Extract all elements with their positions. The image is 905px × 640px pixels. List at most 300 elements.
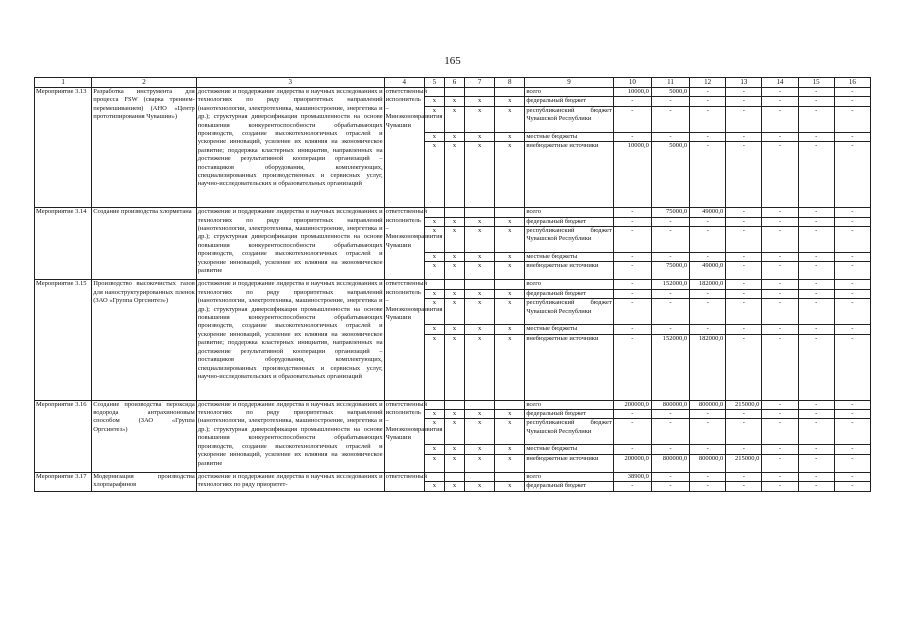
program-table [34,77,871,492]
funding-value: 800000,0 [651,400,689,409]
funding-value: - [834,482,870,491]
funding-value: - [834,325,870,334]
funding-value: - [834,217,870,226]
funding-value: - [798,142,834,208]
code-mark: x [424,97,444,106]
code-mark: x [465,299,495,325]
code-mark: x [424,289,444,298]
funding-source: внебюджетные источники [525,262,613,280]
column-header: 14 [762,78,798,88]
code-mark: x [424,106,444,132]
measure-name: Разработка инструмента для процесса FSW (сварка трением-перемешиванием) (АНО «Центр прототипирования Чувашии») [92,88,197,208]
funding-value: - [613,97,651,106]
funding-value: - [798,445,834,454]
funding-value: - [690,106,726,132]
measure-goal: достижение и поддержание лидерства в научных исследованиях и технологиях по ряду приоритетных направлений (нанотехнологии, электротехника, машиностроение, энергетика и др.); структурная диверсификация промышленности на основе повышения конкурентоспособности обрабатывающих производств, создание высокотехнологичных отраслей и ускорение инноваций, усиление их влияния на экономическое развитие [196,400,384,472]
funding-value: - [762,482,798,491]
funding-source: внебюджетные источники [525,334,613,400]
code-mark: x [465,253,495,262]
funding-source: федеральный бюджет [525,97,613,106]
code-mark [465,88,495,97]
code-mark: x [495,325,525,334]
funding-value: - [690,217,726,226]
code-mark: x [495,482,525,491]
funding-value: - [726,445,762,454]
funding-value: - [651,106,689,132]
funding-value: - [834,472,870,481]
funding-value: 182000,0 [690,334,726,400]
code-mark: x [465,142,495,208]
funding-value: - [798,97,834,106]
code-mark: x [495,253,525,262]
funding-value: 38900,0 [613,472,651,481]
code-mark: x [424,454,444,472]
column-header: 9 [525,78,613,88]
funding-value: - [690,472,726,481]
code-mark: x [444,454,464,472]
code-mark [424,280,444,289]
funding-value: - [834,289,870,298]
code-mark: x [424,253,444,262]
funding-value: 215000,0 [726,454,762,472]
code-mark [495,400,525,409]
code-mark: x [495,227,525,253]
table-row [35,280,871,289]
funding-value: - [690,482,726,491]
funding-value: - [651,472,689,481]
code-mark [444,88,464,97]
funding-value: - [762,253,798,262]
funding-value: 75000,0 [651,208,689,217]
code-mark [495,472,525,481]
funding-value: - [762,88,798,97]
funding-value: - [613,289,651,298]
table-row [35,472,871,481]
funding-value: - [651,325,689,334]
funding-value: - [834,334,870,400]
measure-id: Мероприятие 3.14 [35,208,92,280]
code-mark: x [444,325,464,334]
measure-goal: достижение и поддержание лидерства в научных исследованиях и технологиях по ряду приоритет- [196,472,384,491]
funding-value: - [726,262,762,280]
funding-value: - [690,227,726,253]
funding-value: - [690,410,726,419]
column-header: 11 [651,78,689,88]
funding-value: - [834,97,870,106]
code-mark: x [495,97,525,106]
funding-value: - [798,132,834,141]
funding-value: - [651,299,689,325]
funding-value: - [726,280,762,289]
funding-value: - [726,325,762,334]
funding-value: 800000,0 [690,454,726,472]
code-mark: x [495,410,525,419]
funding-source: федеральный бюджет [525,410,613,419]
code-mark: x [444,482,464,491]
funding-value: - [651,410,689,419]
funding-value: - [762,419,798,445]
funding-value: - [690,88,726,97]
code-mark: x [424,299,444,325]
funding-value: 5000,0 [651,142,689,208]
funding-source: внебюджетные источники [525,142,613,208]
funding-value: - [762,410,798,419]
measure-name: Создание производства хлорметана [92,208,197,280]
measure-goal: достижение и поддержание лидерства в научных исследованиях и технологиях по ряду приоритетных направлений (нанотехнологии, электротехника, машиностроение, энергетика и др.); структурная диверсификация промышленности на основе повышения конкурентоспособности обрабатывающих производств, создание высокотехнологичных отраслей и ускорение инноваций, усиление их влияния на экономическое развитие; поддержка кластерных инициатив, направленных на достижение результативной кооперации организаций – поставщиков оборудования, комплектующих, специализированных производственных и сервисных услуг, научно-исследовательских и образовательных организаций [196,88,384,208]
funding-source: всего [525,472,613,481]
funding-value: - [798,106,834,132]
funding-value: - [798,88,834,97]
funding-value: - [690,299,726,325]
funding-value: - [726,217,762,226]
funding-value: - [762,227,798,253]
code-mark [444,280,464,289]
responsible-executor: ответственный исполнитель – Минэкономразвития Чувашии [384,88,424,208]
code-mark: x [495,299,525,325]
code-mark [424,472,444,481]
funding-value: - [613,334,651,400]
code-mark: x [444,334,464,400]
funding-value: - [651,97,689,106]
code-mark: x [495,262,525,280]
code-mark: x [424,419,444,445]
column-header: 5 [424,78,444,88]
funding-value: - [798,454,834,472]
funding-value: - [613,299,651,325]
funding-value: 152000,0 [651,334,689,400]
funding-value: - [834,262,870,280]
column-header: 1 [35,78,92,88]
funding-value: - [798,299,834,325]
funding-value: - [834,253,870,262]
funding-value: - [726,299,762,325]
funding-value: - [834,410,870,419]
funding-value: - [613,208,651,217]
column-header: 8 [495,78,525,88]
funding-value: - [726,289,762,298]
funding-value: 49000,0 [690,208,726,217]
code-mark: x [465,325,495,334]
column-header: 15 [798,78,834,88]
funding-value: - [613,410,651,419]
funding-value: - [762,142,798,208]
funding-value: - [798,227,834,253]
funding-source: всего [525,88,613,97]
code-mark: x [495,106,525,132]
funding-value: - [834,400,870,409]
funding-value: - [798,253,834,262]
funding-value: - [798,410,834,419]
measure-id: Мероприятие 3.17 [35,472,92,491]
funding-value: - [798,472,834,481]
funding-value: - [798,289,834,298]
funding-source: республиканский бюджет Чувашской Республики [525,227,613,253]
funding-value: 200000,0 [613,454,651,472]
measure-name: Создание производства пероксида водорода антрахиноновым способом (ЗАО «Группа Оргсинтез») [92,400,197,472]
code-mark: x [495,217,525,226]
funding-value: - [613,106,651,132]
code-mark: x [424,325,444,334]
funding-source: республиканский бюджет Чувашской Республики [525,299,613,325]
funding-value: - [762,289,798,298]
funding-value: 800000,0 [651,454,689,472]
funding-value: 800000,0 [690,400,726,409]
funding-value: - [798,400,834,409]
funding-value: - [726,132,762,141]
table-row [35,400,871,409]
funding-value: - [651,445,689,454]
funding-value: - [726,253,762,262]
funding-value: - [726,410,762,419]
code-mark: x [424,227,444,253]
page-number: 165 [444,55,461,67]
funding-value: - [726,106,762,132]
funding-value: - [651,419,689,445]
code-mark: x [495,334,525,400]
code-mark: x [424,262,444,280]
funding-value: - [690,325,726,334]
code-mark [465,472,495,481]
funding-source: республиканский бюджет Чувашской Республики [525,419,613,445]
code-mark: x [465,334,495,400]
funding-source: всего [525,208,613,217]
column-header: 12 [690,78,726,88]
funding-value: - [762,334,798,400]
funding-value: - [762,454,798,472]
funding-value: - [798,419,834,445]
funding-value: - [762,262,798,280]
code-mark: x [444,97,464,106]
code-mark: x [444,253,464,262]
funding-value: 200000,0 [613,400,651,409]
funding-source: всего [525,280,613,289]
funding-value: 152000,0 [651,280,689,289]
funding-value: - [690,142,726,208]
funding-source: федеральный бюджет [525,482,613,491]
code-mark: x [424,410,444,419]
funding-value: - [651,132,689,141]
funding-value: - [834,88,870,97]
funding-value: - [613,132,651,141]
funding-source: местные бюджеты [525,253,613,262]
column-header: 3 [196,78,384,88]
code-mark: x [444,289,464,298]
funding-value: - [613,227,651,253]
code-mark: x [465,419,495,445]
code-mark [465,208,495,217]
code-mark [424,208,444,217]
code-mark: x [465,132,495,141]
column-header: 6 [444,78,464,88]
funding-value: - [762,280,798,289]
funding-value: - [726,142,762,208]
code-mark [465,280,495,289]
code-mark: x [465,482,495,491]
responsible-executor: ответственный исполнитель – Минэкономразвития Чувашии [384,208,424,280]
funding-value: - [726,227,762,253]
code-mark: x [424,132,444,141]
funding-value: - [613,419,651,445]
code-mark: x [465,97,495,106]
funding-value: - [762,106,798,132]
code-mark: x [465,227,495,253]
code-mark [495,208,525,217]
code-mark [424,400,444,409]
funding-value: 10000,0 [613,88,651,97]
funding-source: местные бюджеты [525,445,613,454]
funding-value: - [798,208,834,217]
funding-value: - [834,454,870,472]
funding-value: - [613,325,651,334]
funding-source: федеральный бюджет [525,217,613,226]
funding-value: - [651,217,689,226]
code-mark: x [444,106,464,132]
column-header: 13 [726,78,762,88]
code-mark: x [444,299,464,325]
code-mark: x [465,262,495,280]
funding-value: - [726,88,762,97]
code-mark: x [424,142,444,208]
funding-value: - [798,217,834,226]
measure-id: Мероприятие 3.15 [35,280,92,400]
funding-value: 215000,0 [726,400,762,409]
funding-value: - [762,472,798,481]
column-header: 16 [834,78,870,88]
funding-value: - [834,142,870,208]
code-mark: x [465,217,495,226]
code-mark: x [424,217,444,226]
funding-value: - [798,262,834,280]
column-header: 4 [384,78,424,88]
funding-value: - [726,208,762,217]
funding-value: - [726,419,762,445]
funding-value: 5000,0 [651,88,689,97]
responsible-executor: ответственный исполнитель – Минэкономразвития Чувашии [384,280,424,400]
funding-value: - [651,482,689,491]
funding-value: - [690,419,726,445]
code-mark: x [424,445,444,454]
code-mark: x [495,454,525,472]
funding-value: - [762,97,798,106]
code-mark: x [465,454,495,472]
measure-name: Модернизация производства хлорпарафинов [92,472,197,491]
code-mark: x [444,445,464,454]
measure-id: Мероприятие 3.16 [35,400,92,472]
responsible-executor: ответственный исполнитель – Минэкономразвития Чувашии [384,400,424,472]
code-mark: x [424,334,444,400]
funding-value: - [834,419,870,445]
table-row [35,88,871,97]
funding-value: - [762,400,798,409]
funding-value: - [798,280,834,289]
responsible-executor: ответственный [384,472,424,491]
funding-value: - [762,299,798,325]
funding-value: - [690,132,726,141]
column-header: 7 [465,78,495,88]
code-mark: x [495,419,525,445]
funding-value: - [613,445,651,454]
column-number-row [35,78,871,88]
funding-value: - [762,208,798,217]
funding-value: - [651,227,689,253]
funding-value: - [834,445,870,454]
code-mark [444,472,464,481]
funding-value: - [834,106,870,132]
measure-name: Производство высокочистых газов для наноструктурированных пленок (ЗАО «Группа Оргсинтез») [92,280,197,400]
funding-source: местные бюджеты [525,132,613,141]
code-mark [424,88,444,97]
column-header: 2 [92,78,197,88]
code-mark: x [465,410,495,419]
code-mark [444,208,464,217]
funding-value: - [651,253,689,262]
funding-value: - [726,97,762,106]
funding-value: - [726,334,762,400]
code-mark: x [444,410,464,419]
code-mark: x [465,289,495,298]
funding-value: - [798,482,834,491]
funding-value: - [834,208,870,217]
funding-value: - [798,334,834,400]
funding-value: - [834,227,870,253]
funding-value: - [762,132,798,141]
code-mark: x [495,445,525,454]
funding-source: всего [525,400,613,409]
code-mark: x [465,445,495,454]
code-mark: x [465,106,495,132]
funding-value: - [613,262,651,280]
funding-value: - [834,299,870,325]
code-mark [444,400,464,409]
measure-goal: достижение и поддержание лидерства в научных исследованиях и технологиях по ряду приоритетных направлений (нанотехнологии, электротехника, машиностроение, энергетика и др.); структурная диверсификация промышленности на основе повышения конкурентоспособности обрабатывающих производств, создание высокотехнологичных отраслей и ускорение инноваций, усиление их влияния на экономическое развитие [196,208,384,280]
code-mark: x [444,132,464,141]
funding-value: - [762,217,798,226]
measure-id: Мероприятие 3.13 [35,88,92,208]
funding-source: внебюджетные источники [525,454,613,472]
funding-value: - [798,325,834,334]
code-mark [495,280,525,289]
funding-value: 182000,0 [690,280,726,289]
code-mark: x [444,419,464,445]
funding-value: - [726,482,762,491]
funding-value: - [834,280,870,289]
code-mark: x [444,227,464,253]
funding-value: - [762,445,798,454]
code-mark [465,400,495,409]
code-mark: x [495,289,525,298]
funding-source: республиканский бюджет Чувашской Республики [525,106,613,132]
funding-value: - [690,445,726,454]
funding-value: 49000,0 [690,262,726,280]
funding-value: - [690,289,726,298]
funding-value: 10000,0 [613,142,651,208]
funding-source: местные бюджеты [525,325,613,334]
funding-value: - [690,97,726,106]
code-mark: x [495,132,525,141]
funding-value: - [613,217,651,226]
funding-value: - [613,280,651,289]
funding-value: - [834,132,870,141]
table-row [35,208,871,217]
code-mark: x [444,142,464,208]
funding-value: - [690,253,726,262]
funding-value: - [762,325,798,334]
code-mark: x [495,142,525,208]
code-mark: x [424,482,444,491]
code-mark: x [444,217,464,226]
measure-goal: достижение и поддержание лидерства в научных исследованиях и технологиях по ряду приоритетных направлений (нанотехнологии, электротехника, машиностроение, энергетика и др.); структурная диверсификация промышленности на основе повышения конкурентоспособности обрабатывающих производств, создание высокотехнологичных отраслей и ускорение инноваций, усиление их влияния на экономическое развитие; поддержка кластерных инициатив, направленных на достижение результативной кооперации организаций – поставщиков оборудования, комплектующих, специализированных производственных и сервисных услуг, научно-исследовательских и образовательных организаций [196,280,384,400]
code-mark: x [444,262,464,280]
